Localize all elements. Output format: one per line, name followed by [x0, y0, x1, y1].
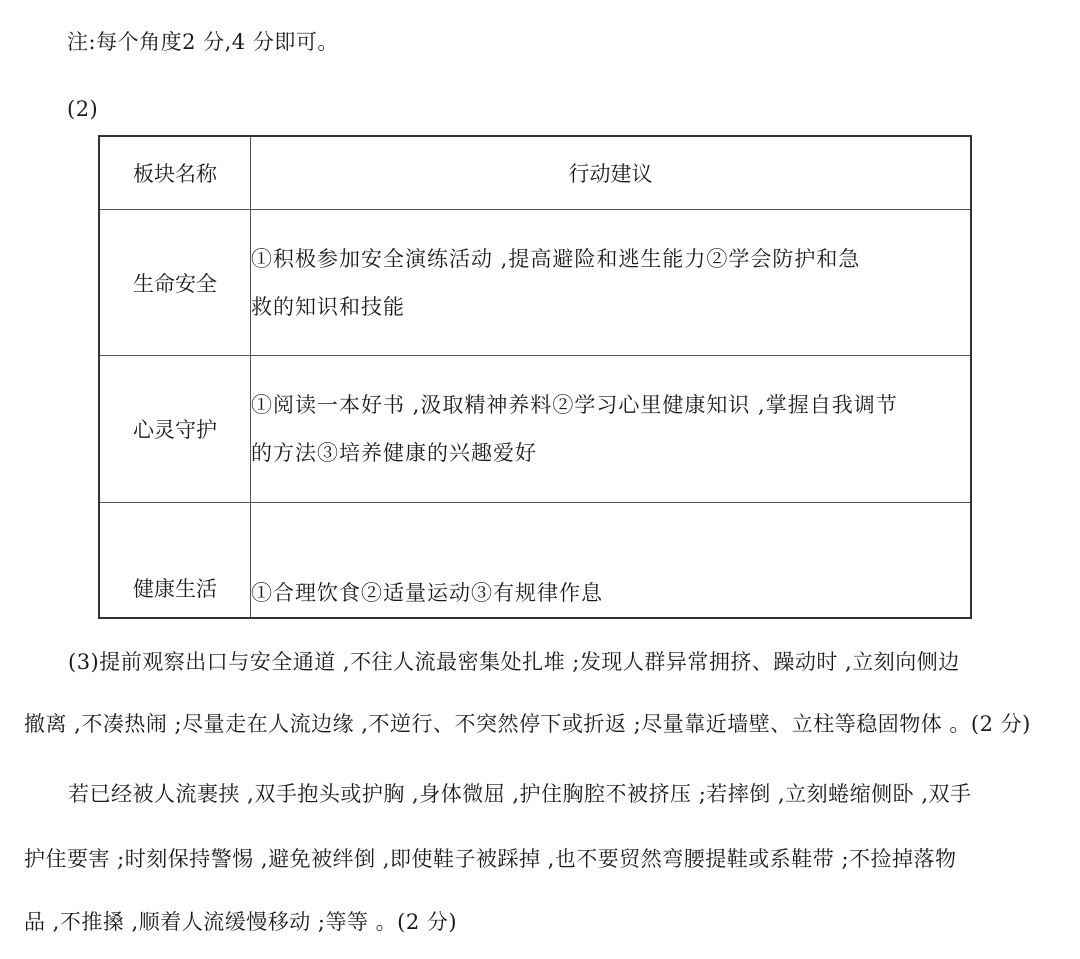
answer-3-part2-line-2: 护住要害 ;时刻保持警惕 ,避免被绊倒 ,即使鞋子被踩掉 ,也不要贸然弯腰提鞋或系鞋带 ;不捡掉落物: [24, 847, 957, 871]
section-name-life-safety: 生命安全: [99, 210, 251, 356]
action-plan-table: [98, 135, 972, 619]
action-text-line: ①积极参加安全演练活动 ,提高避险和逃生能力②学会防护和急: [251, 246, 861, 271]
table-row: [99, 210, 971, 356]
answer-3-part2-line-3: 品 ,不推搡 ,顺着人流缓慢移动 ;等等 。(2 分): [24, 910, 458, 934]
answer-3-line-2: 撤离 ,不凑热闹 ;尽量走在人流边缘 ,不逆行、不突然停下或折返 ;尽量靠近墙壁、立柱等稳固物体 。(2 分): [24, 712, 1031, 736]
action-cell-life-safety: [251, 210, 972, 356]
action-text-line: 救的知识和技能: [251, 294, 405, 319]
header-section-name: 板块名称: [99, 136, 251, 210]
section-name-healthy-living: 健康生活: [99, 503, 251, 619]
answer-3-line-1: (3)提前观察出口与安全通道 ,不往人流最密集处扎堆 ;发现人群异常拥挤、躁动时 ,立刻向侧边: [68, 650, 960, 674]
table-header-row: [99, 136, 971, 210]
table-row: [99, 503, 971, 619]
action-cell-healthy-living: [251, 503, 972, 619]
section-name-mind-care: 心灵守护: [99, 356, 251, 503]
scoring-note: 注:每个角度2 分,4 分即可。: [67, 30, 339, 54]
answer-3-part2-line-1: 若已经被人流裹挟 ,双手抱头或护胸 ,身体微屈 ,护住胸腔不被挤压 ;若摔倒 ,立刻蜷缩侧卧 ,双手: [68, 782, 972, 806]
table-row: [99, 356, 971, 503]
action-text-line: ①合理饮食②适量运动③有规律作息: [251, 581, 603, 605]
action-cell-mind-care: [251, 356, 972, 503]
header-action-suggestion: 行动建议: [251, 136, 972, 210]
action-text-line: 的方法③培养健康的兴趣爱好: [251, 441, 537, 465]
action-text-line: ①阅读一本好书 ,汲取精神养料②学习心里健康知识 ,掌握自我调节: [251, 393, 898, 417]
question-2-label: (2): [67, 97, 99, 121]
